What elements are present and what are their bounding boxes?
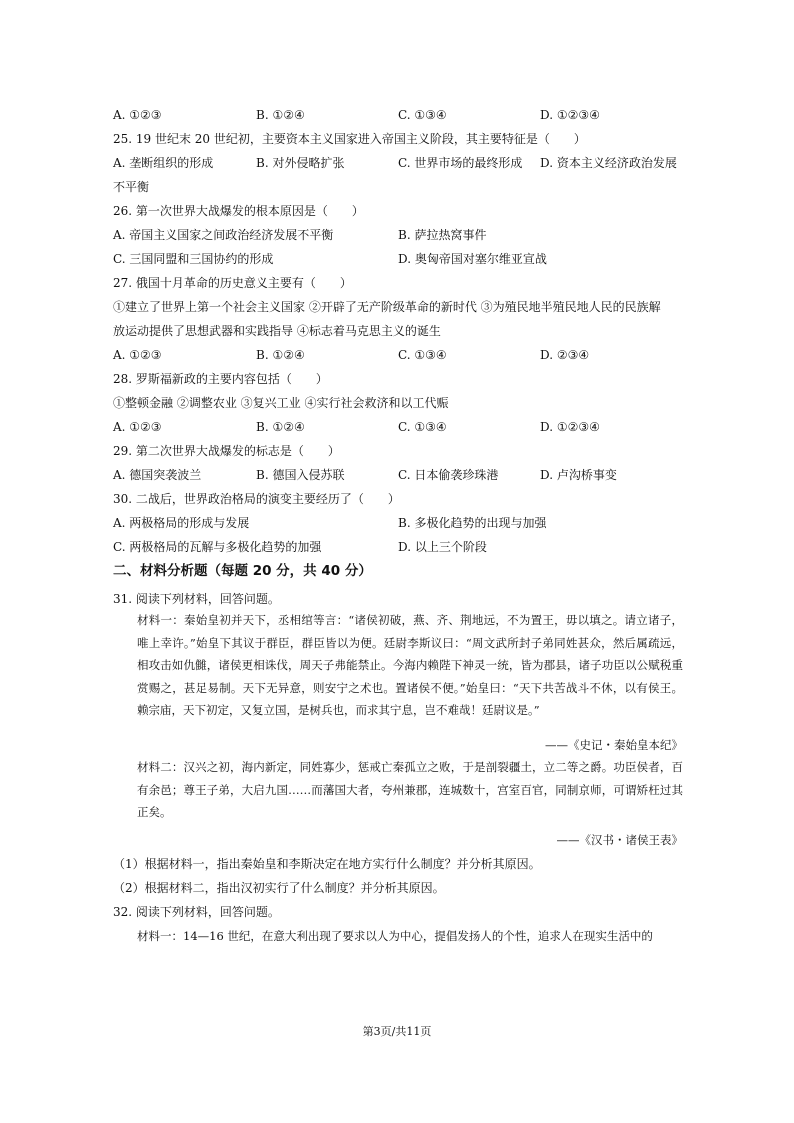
q28-items: ①整顿金融 ②调整农业 ③复兴工业 ④实行社会救济和以工代赈 [113,396,449,410]
option-a: A. ①②③ [113,108,162,122]
q27-stem: 27. 俄国十月革命的历史意义主要有（ ） [113,276,352,290]
option-a: A. 帝国主义国家之间政治经济发展不平衡 [113,228,334,242]
q30-stem: 30. 二战后，世界政治格局的演变主要经历了（ ） [113,492,400,506]
option-b: B. 萨拉热窝事件 [398,228,487,242]
option-a: A. 德国突袭波兰 [113,468,202,482]
option-a: A. ①②③ [113,348,162,362]
q31-source2: ——《汉书・诸侯王表》 [556,833,683,847]
q27-items-line1: ①建立了世界上第一个社会主义国家 ②开辟了无产阶级革命的新时代 ③为殖民地半殖民地人民的民族解 [113,300,661,314]
option-d: D. 资本主义经济政治发展 [540,156,677,170]
option-a: A. 垄断组织的形成 [113,156,214,170]
option-c: C. ①③④ [398,420,447,434]
q27-items-line2: 放运动提供了思想武器和实践指导 ④标志着马克思主义的诞生 [113,324,441,338]
page-number: 第3页/共11页 [362,1025,432,1038]
q32-material1 [113,925,683,948]
material-text: 材料一：秦始皇初并天下，丞相绾等言：“诸侯初破，燕、齐、荆地远，不为置王，毋以填之。请立诸子，唯上幸许。”始皇下其议于群臣，群臣皆以为便。廷尉李斯议曰：“周文武所封子弟同姓甚众，然后属疏远，相攻击如仇雠，诸侯更相诛伐，周天子弗能禁止。今海内赖陛下神灵一统，皆为郡县，诸子功臣以公赋税重赏赐之，甚足易制。天下无异意，则安宁之术也。置诸侯不便。”始皇曰：“天下共苦战斗不休，以有侯王。赖宗庙，天下初定，又复立国，是树兵也，而求其宁息，岂不难哉！廷尉议是。” [137,613,683,718]
option-a: A. ①②③ [113,420,162,434]
section-heading: 二、材料分析题（每题 20 分，共 40 分） [113,563,372,579]
option-c: C. 世界市场的最终形成 [398,156,523,170]
q25-options [113,155,713,171]
q30-options-row1 [113,515,713,531]
q30-options-row2 [113,539,713,555]
option-d: D. ①②③④ [540,420,600,434]
q29-stem: 29. 第二次世界大战爆发的标志是（ ） [113,444,340,458]
option-c: C. 日本偷袭珍珠港 [398,468,499,482]
q24-options [113,107,713,123]
q31-material1 [113,609,683,722]
q26-options-row1 [113,227,713,243]
q26-stem: 26. 第一次世界大战爆发的根本原因是（ ） [113,204,364,218]
q31-question2: （2）根据材料二，指出汉初实行了什么制度？并分析其原因。 [113,881,445,895]
option-c: C. 两极格局的瓦解与多极化趋势的加强 [113,540,322,554]
material-text: 材料二：汉兴之初，海内新定，同姓寡少，惩戒亡秦孤立之败，于是剖裂疆土，立二等之爵。功臣侯者，百有余邑；尊王子弟，大启九国……而藩国大者，夸州兼郡，连城数十，宫室百官，同制京师，可谓矫枉过其正矣。 [137,760,683,820]
option-b: B. 对外侵略扩张 [256,156,345,170]
option-d: D. ①②③④ [540,108,600,122]
q31-stem: 31. 阅读下列材料，回答问题。 [113,592,280,606]
q25-option-d-continued: 不平衡 [113,180,150,194]
q28-stem: 28. 罗斯福新政的主要内容包括（ ） [113,372,328,386]
option-c: C. ①③④ [398,108,447,122]
option-b: B. ①②④ [256,348,305,362]
option-b: B. ①②④ [256,108,305,122]
option-a: A. 两极格局的形成与发展 [113,516,250,530]
q31-source1: ——《史记・秦始皇本纪》 [545,738,683,752]
option-c: C. ①③④ [398,348,447,362]
option-d: D. 奥匈帝国对塞尔维亚宣战 [398,252,547,266]
option-b: B. 多极化趋势的出现与加强 [398,516,547,530]
q25-stem: 25. 19 世纪末 20 世纪初，主要资本主义国家进入帝国主义阶段，其主要特征是（ ） [113,132,586,146]
option-c: C. 三国同盟和三国协约的形成 [113,252,274,266]
option-d: D. 以上三个阶段 [398,540,487,554]
q29-options [113,467,713,483]
option-b: B. ①②④ [256,420,305,434]
option-b: B. 德国入侵苏联 [256,468,345,482]
q32-stem: 32. 阅读下列材料，回答问题。 [113,905,280,919]
material-text: 材料一：14—16 世纪，在意大利出现了要求以人为中心，提倡发扬人的个性，追求人在现实生活中的 [137,929,653,943]
q31-material2 [113,756,683,824]
q26-options-row2 [113,251,713,267]
q27-options [113,347,713,363]
q31-question1: （1）根据材料一，指出秦始皇和李斯决定在地方实行什么制度？并分析其原因。 [113,857,541,871]
option-d: D. ②③④ [540,348,590,362]
option-d: D. 卢沟桥事变 [540,468,617,482]
q28-options [113,419,713,435]
